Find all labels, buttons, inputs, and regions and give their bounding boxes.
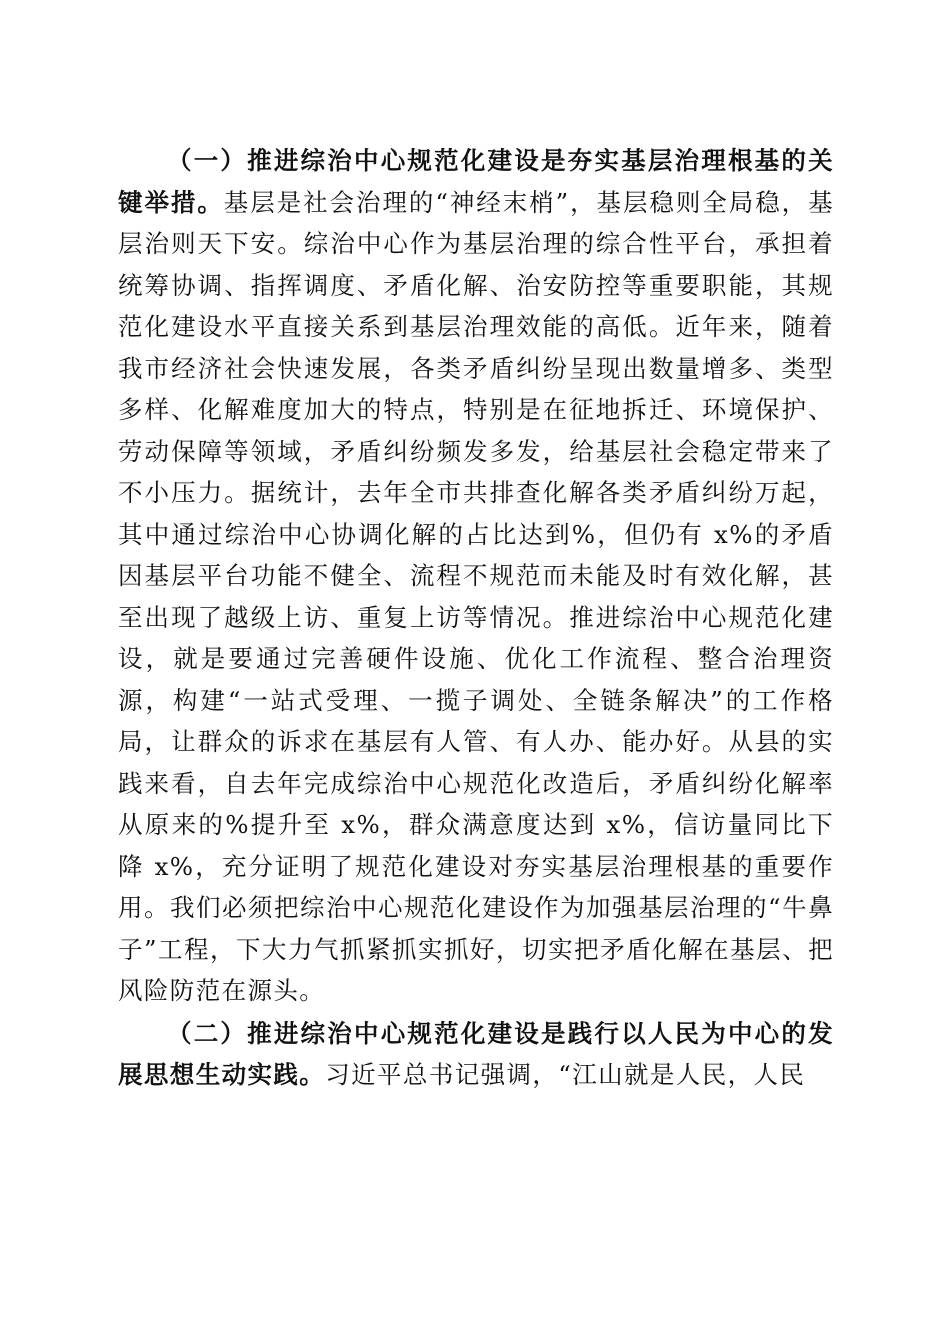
paragraph-1-heading: （一）推进综治中心规范化建设是夯实基层治理根基的关键举措。 [118, 146, 834, 217]
paragraph-2-text: 习近平总书记强调，“江山就是人民，人民 [325, 1060, 806, 1089]
document-body [118, 140, 834, 1096]
paragraph-2-heading: （二）推进综治中心规范化建设是践行以人民为中心的发展思想生动实践。 [118, 1018, 834, 1089]
paragraph-2 [118, 1013, 834, 1096]
paragraph-1 [118, 140, 834, 1012]
paragraph-1-text: 基层是社会治理的“神经末梢”，基层稳则全局稳，基层治则天下安。综治中心作为基层治理的综合性平台，承担着统筹协调、指挥调度、矛盾化解、治安防控等重要职能，其规范化建设水平直接关系到基层治理效能的高低。近年来，随着我市经济社会快速发展，各类矛盾纠纷呈现出数量增多、类型多样、化解难度加大的特点，特别是在征地拆迁、环境保护、劳动保障等领域，矛盾纠纷频发多发，给基层社会稳定带来了不小压力。据统计，去年全市共排查化解各类矛盾纠纷万起，其中通过综治中心协调化解的占比达到%，但仍有 x%的矛盾因基层平台功能不健全、流程不规范而未能及时有效化解，甚至出现了越级上访、重复上访等情况。推进综治中心规范化建设，就是要通过完善硬件设施、优化工作流程、整合治理资源，构建“一站式受理、一揽子调处、全链条解决”的工作格局，让群众的诉求在基层有人管、有人办、能办好。从县的实践来看，自去年完成综治中心规范化改造后，矛盾纠纷化解率从原来的%提升至 x%，群众满意度达到 x%，信访量同比下降 x%，充分证明了规范化建设对夯实基层治理根基的重要作用。我们必须把综治中心规范化建设作为加强基层治理的“牛鼻子”工程，下大力气抓紧抓实抓好，切实把矛盾化解在基层、把风险防范在源头。 [118, 187, 834, 1005]
